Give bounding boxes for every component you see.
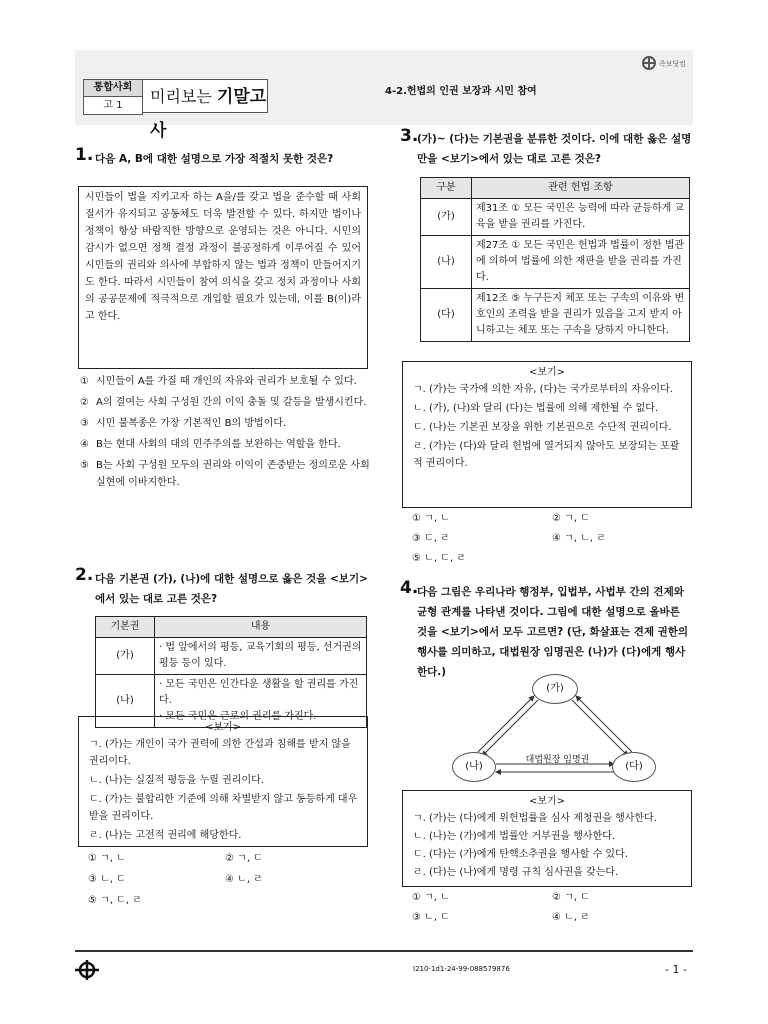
q4-option-4[interactable]: ④ ㄴ, ㄹ bbox=[552, 912, 590, 923]
bogi-item: ㄷ. (나)는 기본권 보장을 위한 기본권으로 수단적 권리이다. bbox=[413, 422, 672, 433]
q2-option-5[interactable]: ⑤ ㄱ, ㄷ, ㄹ bbox=[88, 895, 142, 906]
q2-row-label: (나) bbox=[96, 675, 155, 728]
q4-option-3[interactable]: ③ ㄴ, ㄷ bbox=[412, 912, 450, 923]
arrow bbox=[572, 700, 628, 756]
q1-option-1[interactable]: ① 시민들이 A를 가질 때 개인의 자유와 권리가 보호될 수 있다. bbox=[80, 376, 357, 387]
q2-option-2[interactable]: ② ㄱ, ㄷ bbox=[225, 853, 263, 864]
page-number: - 1 - bbox=[665, 963, 687, 976]
q2-table-header-2: 내용 bbox=[155, 617, 367, 638]
arrow bbox=[478, 696, 534, 752]
logo-text: 족보닷컴 bbox=[659, 60, 687, 68]
q4-option-1[interactable]: ① ㄱ, ㄴ bbox=[412, 892, 450, 903]
q2-number: 2. bbox=[75, 565, 94, 585]
bogi-title: <보기> bbox=[204, 722, 242, 733]
q1-option-2[interactable]: ② A의 결여는 사회 구성원 간의 이익 충돌 및 갈등을 발생시킨다. bbox=[80, 397, 367, 408]
q2-table bbox=[95, 616, 367, 728]
footer-divider bbox=[75, 950, 693, 952]
q3-row-label: (나) bbox=[421, 236, 472, 289]
q2-option-4[interactable]: ④ ㄴ, ㄹ bbox=[225, 874, 263, 885]
q3-row-content: 제27조 ① 모든 국민은 헌법과 법률이 정한 법관에 의하여 법률에 의한 재판을 받을 권리를 가진다. bbox=[472, 236, 690, 289]
q3-option-4[interactable]: ④ ㄱ, ㄴ, ㄹ bbox=[552, 533, 606, 544]
q3-question: (가)~ (다)는 기본권을 분류한 것이다. 이에 대한 옳은 설명만을 <보기>에서 있는 대로 고른 것은? bbox=[417, 133, 692, 165]
q3-option-2[interactable]: ② ㄱ, ㄷ bbox=[552, 513, 590, 524]
q2-question: 다음 기본권 (가), (나)에 대한 설명으로 옳은 것을 <보기>에서 있는 대로 고른 것은? bbox=[95, 573, 368, 605]
q1-passage: 시민들이 법을 지키고자 하는 A을/를 갖고 법을 준수할 때 사회 질서가 유지되고 공동체도 더욱 발전할 수 있다. 하지만 법이나 정책이 항상 바람직한 방향으로 운영되는 것은 아니다. 시민의 감시가 없으면 정책 결정 과정이 불공정하게 이루어질 수 있어 시민들의 권리와 의사에 부합하지 않는 법과 정책이 만들어지기도 한다. 따라서 시민들이 참여 의식을 갖고 정치 과정이나 사회의 공공문제에 적극적으로 개입할 필요가 있는데, 이를 B(이)라고 한다. bbox=[78, 186, 368, 369]
q1-option-5[interactable]: ⑤ B는 사회 구성원 모두의 권리와 이익이 존중받는 정의로운 사회 실현에 이바지한다. bbox=[80, 460, 370, 488]
q4-bogi-box bbox=[402, 790, 692, 887]
q3-row-label: (가) bbox=[421, 199, 472, 236]
arrow bbox=[576, 696, 632, 752]
q2-row-label: (가) bbox=[96, 638, 155, 675]
subject-label: 통합사회 bbox=[84, 80, 142, 97]
bogi-item: ㄴ. (나)는 (가)에게 법률안 거부권을 행사한다. bbox=[413, 831, 616, 842]
exam-title-bold: 기말고사 bbox=[150, 87, 267, 141]
bogi-item: ㄹ. (다)는 (나)에게 명령 규칙 심사권을 갖는다. bbox=[413, 867, 619, 878]
q3-option-1[interactable]: ① ㄱ, ㄴ bbox=[412, 513, 450, 524]
q2-bogi-box bbox=[78, 716, 368, 847]
q3-number: 3. bbox=[400, 126, 419, 146]
q3-row-content: 제12조 ⑤ 누구든지 체포 또는 구속의 이유와 변호인의 조력을 받을 권리가 있음을 고지 받지 아니하고는 체포 또는 구속을 당하지 아니한다. bbox=[472, 289, 690, 342]
bogi-title: <보기> bbox=[528, 796, 566, 807]
q2-table-header-1: 기본권 bbox=[96, 617, 155, 638]
bogi-item: ㄹ. (가)는 (다)와 달리 헌법에 열거되지 않아도 보장되는 포괄적 권리이다. bbox=[413, 441, 680, 469]
q4-option-2[interactable]: ② ㄱ, ㄷ bbox=[552, 892, 590, 903]
grade-label: 고 1 bbox=[103, 100, 123, 111]
q3-table-header-2: 관련 헌법 조항 bbox=[472, 178, 690, 199]
footer-code: I210-1d1-24-99-088579876 bbox=[413, 965, 510, 973]
q4-number: 4. bbox=[400, 578, 419, 598]
q3-row-content: 제31조 ① 모든 국민은 능력에 따라 균등하게 교육을 받을 권리를 가진다. bbox=[472, 199, 690, 236]
q4-question: 다음 그림은 우리나라 행정부, 입법부, 사법부 간의 견제와 균형 관계를 나타낸 것이다. 그림에 대한 설명으로 올바른 것을 <보기>에서 모두 고르면? (단, 화살표는 견제 권한의 행사를 의미하고, 대법원장 임명권은 (나)가 (다)에게 행사한다.) bbox=[417, 586, 689, 678]
diagram-label: 대법원장 임명권 bbox=[525, 755, 590, 765]
bogi-item: ㄷ. (다)는 (가)에게 탄핵소추권을 행사할 수 있다. bbox=[413, 849, 628, 860]
q2-row-content: · 법 앞에서의 평등, 교육기회의 평등, 선거권의 평등 등이 있다. bbox=[155, 638, 367, 675]
q1-options bbox=[80, 373, 372, 491]
bogi-title: <보기> bbox=[528, 367, 566, 378]
node-na: (나) bbox=[452, 752, 496, 782]
exam-title-prefix: 미리보는 bbox=[150, 87, 217, 106]
bogi-item: ㄷ. (가)는 불합리한 기준에 의해 차별받지 않고 동등하게 대우받을 권리이다. bbox=[89, 794, 358, 822]
q2-option-3[interactable]: ③ ㄴ, ㄷ bbox=[88, 874, 126, 885]
bogi-item: ㄱ. (가)는 (다)에게 위헌법률을 심사 제청권을 행사한다. bbox=[413, 813, 657, 824]
unit-title: 4-2.헌법의 인권 보장과 시민 참여 bbox=[385, 86, 537, 97]
q1-option-4[interactable]: ④ B는 현대 사회의 대의 민주주의를 보완하는 역할을 한다. bbox=[80, 439, 341, 450]
exam-title bbox=[143, 79, 268, 141]
q1-number: 1. bbox=[75, 145, 94, 165]
q3-bogi-box bbox=[402, 361, 692, 508]
q3-row-label: (다) bbox=[421, 289, 472, 342]
q3-option-3[interactable]: ③ ㄷ, ㄹ bbox=[412, 533, 450, 544]
subject-badge bbox=[83, 79, 143, 115]
q1-question: 다음 A, B에 대한 설명으로 가장 적절치 못한 것은? bbox=[95, 153, 334, 165]
arrow bbox=[482, 700, 538, 756]
q3-table-header-1: 구분 bbox=[421, 178, 472, 199]
node-ga: (가) bbox=[532, 674, 578, 704]
q2-row-content: · 모든 국민은 인간다운 생활을 할 권리를 가진다. · 모든 국민은 근로의 권리를 가진다. bbox=[155, 675, 367, 728]
q3-table bbox=[420, 177, 690, 342]
q2-option-1[interactable]: ① ㄱ, ㄴ bbox=[88, 853, 126, 864]
publisher-logo-icon bbox=[640, 53, 692, 73]
bogi-item: ㄴ. (가), (나)와 달리 (다)는 법률에 의해 제한될 수 없다. bbox=[413, 403, 659, 414]
bogi-item: ㄱ. (가)는 국가에 의한 자유, (다)는 국가로부터의 자유이다. bbox=[413, 384, 673, 395]
publisher-logo-icon bbox=[72, 958, 102, 982]
node-da: (다) bbox=[612, 752, 656, 782]
bogi-item: ㄹ. (나)는 고전적 권리에 해당한다. bbox=[89, 830, 242, 841]
bogi-item: ㄱ. (가)는 개인이 국가 권력에 의한 간섭과 침해를 받지 않을 권리이다. bbox=[89, 739, 351, 767]
bogi-item: ㄴ. (나)는 실질적 평등을 누릴 권리이다. bbox=[89, 775, 264, 786]
q1-option-3[interactable]: ③ 시민 불복종은 가장 기본적인 B의 방법이다. bbox=[80, 418, 287, 429]
q3-option-5[interactable]: ⑤ ㄴ, ㄷ, ㄹ bbox=[412, 553, 466, 564]
